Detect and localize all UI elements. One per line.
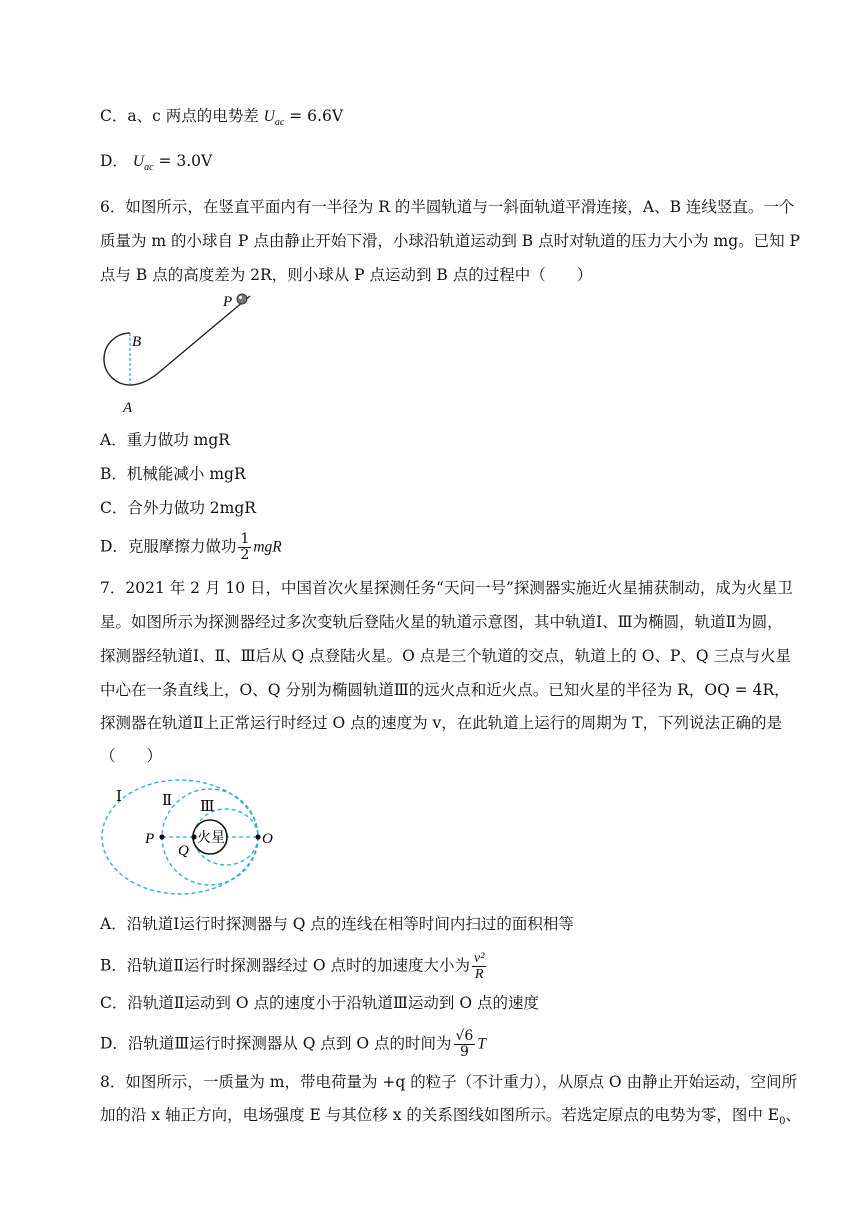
ball-highlight	[239, 296, 242, 299]
q7-line-3: 探测器经轨道Ⅰ、Ⅱ、Ⅲ后从 Q 点登陆火星。O 点是三个轨道的交点，轨道上的 O、P、Q 三点与火星	[100, 647, 792, 665]
label-p: P	[223, 294, 233, 310]
fraction-numerator: 1	[240, 531, 250, 547]
q5-option-c	[100, 106, 343, 133]
fraction-numerator: √6	[455, 1028, 474, 1044]
q6-option-c: C．合外力做功 2mgR	[100, 499, 256, 517]
q5-option-d-prefix: D．	[100, 152, 128, 170]
label-b: B	[132, 334, 142, 350]
fraction-denominator: 2	[240, 547, 250, 563]
fraction-denominator: 9	[459, 1044, 469, 1060]
q5-option-d-value: = 3.0V	[158, 152, 213, 170]
label-q: Q	[178, 843, 189, 859]
q8-line-1: 8．如图所示，一质量为 m，带电荷量为 +q 的粒子（不计重力），从原点 O 由静止开始运动，空间所	[100, 1073, 798, 1091]
symbol-u: U	[132, 153, 145, 170]
q5-option-c-prefix: C．	[100, 107, 128, 125]
q6-line-2: 质量为 m 的小球自 P 点由静止开始下滑，小球沿轨道运动到 B 点时对轨道的压力大小为 mg。已知 P	[100, 232, 800, 250]
label-mars: 火星	[197, 831, 225, 846]
q7-line-5: 探测器在轨道Ⅱ上正常运行时经过 O 点的速度为 v，在此轨道上运行的周期为 T，下列说法正确的是	[100, 714, 783, 732]
label-orbit-ii: Ⅱ	[162, 793, 173, 809]
q8-line-2-tail: 、	[785, 1106, 801, 1124]
q6-option-d-text: D．克服摩擦力做功	[100, 537, 237, 556]
point-o	[255, 834, 260, 839]
q6-option-d	[100, 532, 282, 563]
point-p	[159, 834, 164, 839]
symbol-u: U	[263, 108, 275, 125]
q8-line-2	[100, 1105, 801, 1132]
q6-line-1: 6．如图所示，在竖直平面内有一半径为 R 的半圆轨道与一斜面轨道平滑连接，A、B 连线竖直。一个	[100, 198, 795, 216]
q6-option-d-tail: mgR	[253, 538, 282, 556]
fraction-v2-r	[472, 951, 486, 982]
label-orbit-iii: Ⅲ	[200, 799, 215, 815]
label-orbit-i: Ⅰ	[116, 789, 122, 805]
q6-track-figure	[95, 288, 265, 418]
q8-line-2-sub: 0	[779, 1116, 786, 1128]
q7-option-a: A．沿轨道Ⅰ运行时探测器与 Q 点的连线在相等时间内扫过的面积相等	[100, 915, 574, 933]
q7-line-6: （ ）	[100, 747, 163, 765]
q7-line-4: 中心在一条直线上，O、Q 分别为椭圆轨道Ⅲ的远火点和近火点。已知火星的半径为 R，OQ = 4R，	[100, 681, 790, 699]
q6-option-a: A．重力做功 mgR	[100, 431, 230, 449]
label-o: O	[262, 831, 273, 847]
q5-option-c-text: a、c 两点的电势差	[127, 107, 259, 125]
q7-option-b	[100, 951, 488, 982]
q7-option-d	[100, 1029, 486, 1060]
q6-option-b: B．机械能减小 mgR	[100, 465, 246, 483]
ball-icon	[237, 294, 247, 304]
q5-option-c-value: = 6.6V	[289, 107, 344, 125]
symbol-ac: ac	[144, 162, 154, 174]
q7-option-d-text: D．沿轨道Ⅲ运行时探测器从 Q 点到 O 点的时间为	[100, 1034, 452, 1053]
q7-option-d-tail: T	[477, 1035, 486, 1053]
semicircle-track	[104, 333, 130, 385]
point-q	[191, 834, 196, 839]
q6-line-3: 点与 B 点的高度差为 2R，则小球从 P 点运动到 B 点的过程中（ ）	[100, 266, 593, 284]
fraction-denominator: R	[474, 967, 484, 982]
fraction-numerator: v²	[474, 951, 485, 966]
q7-line-1: 7．2021 年 2 月 10 日，中国首次火星探测任务“天问一号”探测器实施近火星捕获制动，成为火星卫	[100, 579, 793, 597]
q7-orbit-figure	[100, 775, 290, 905]
q7-option-b-text: B．沿轨道Ⅱ运行时探测器经过 O 点时的加速度大小为	[100, 956, 470, 975]
label-p: P	[145, 831, 155, 847]
q7-option-c: C．沿轨道Ⅱ运动到 O 点的速度小于沿轨道Ⅲ运动到 O 点的速度	[100, 994, 539, 1012]
q7-line-2: 星。如图所示为探测器经过多次变轨后登陆火星的轨道示意图，其中轨道Ⅰ、Ⅲ为椭圆，轨道Ⅱ为圆，	[100, 613, 783, 631]
symbol-ac: ac	[274, 117, 285, 129]
q5-option-d	[100, 151, 212, 178]
fraction-half	[238, 532, 251, 563]
q8-line-2-text: 加的沿 x 轴正方向，电场强度 E 与其位移 x 的关系图线如图所示。若选定原点的电势为零，图中 E	[100, 1106, 780, 1124]
fraction-sqrt6-9	[454, 1029, 476, 1060]
label-a: A	[123, 400, 133, 416]
